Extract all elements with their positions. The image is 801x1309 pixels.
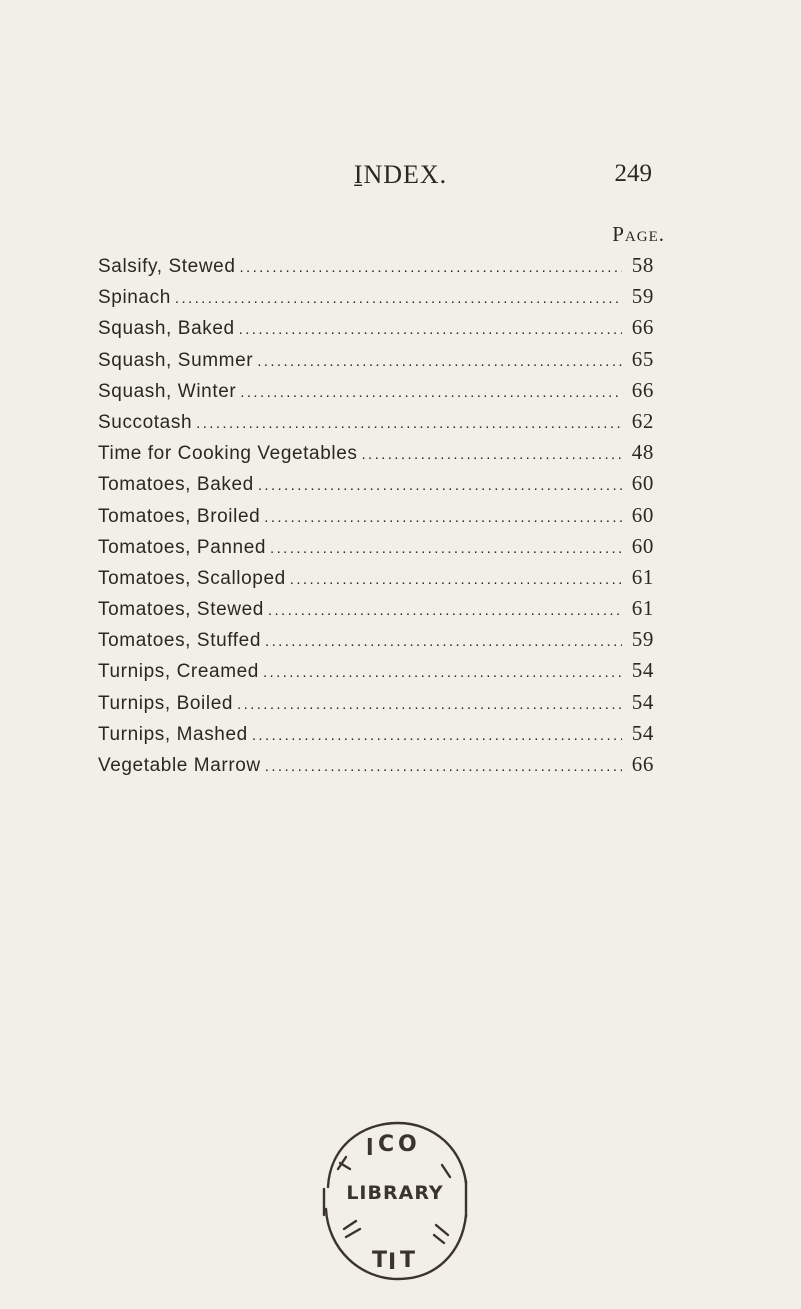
entry-page: 65 <box>631 346 654 371</box>
index-entry <box>98 409 654 440</box>
index-entry <box>98 284 654 315</box>
index-entry <box>98 690 654 721</box>
entry-label: Turnips, Creamed <box>98 661 259 683</box>
index-entry <box>98 721 654 752</box>
dot-leader <box>196 415 622 432</box>
entry-page: 66 <box>631 752 654 776</box>
entry-page: 62 <box>631 408 654 433</box>
dot-leader <box>239 259 622 276</box>
entry-label: Tomatoes, Panned <box>98 536 267 558</box>
dot-leader <box>258 477 622 494</box>
entry-label: Squash, Summer <box>98 349 254 371</box>
entry-label: Tomatoes, Stuffed <box>98 630 261 652</box>
entry-page: 59 <box>631 627 654 652</box>
index-entry <box>98 752 654 783</box>
entry-page: 54 <box>631 689 654 714</box>
index-entry <box>98 534 654 565</box>
entry-label: Spinach <box>98 287 171 309</box>
entry-label: Tomatoes, Stewed <box>98 599 264 621</box>
entry-label: Tomatoes, Scalloped <box>98 567 286 589</box>
entry-label: Tomatoes, Broiled <box>98 505 261 527</box>
index-entry <box>98 440 654 471</box>
svg-text:I: I <box>388 1250 397 1275</box>
entry-label: Turnips, Mashed <box>98 723 248 745</box>
index-entry <box>98 658 654 689</box>
entry-label: Squash, Baked <box>98 318 235 340</box>
entry-page: 61 <box>631 564 654 589</box>
entry-label: Salsify, Stewed <box>98 256 236 277</box>
index-entry <box>98 596 654 627</box>
entry-label: Vegetable Marrow <box>98 755 261 776</box>
svg-text:C: C <box>378 1132 395 1157</box>
index-entry <box>98 565 654 596</box>
running-header-title: I̱NDEX. <box>353 160 448 189</box>
index-entry <box>98 315 654 346</box>
entry-page: 54 <box>631 720 654 745</box>
dot-leader <box>257 353 622 370</box>
svg-text:T: T <box>400 1248 416 1273</box>
entry-label: Time for Cooking Vegetables <box>98 443 358 465</box>
dot-leader <box>175 290 622 307</box>
entry-page: 60 <box>631 502 654 527</box>
dot-leader <box>239 321 622 338</box>
entry-label: Tomatoes, Baked <box>98 474 254 496</box>
index-entry <box>98 471 654 502</box>
dot-leader <box>237 696 622 713</box>
svg-text:T: T <box>372 1248 388 1273</box>
dot-leader <box>270 540 622 557</box>
entry-page: 54 <box>631 658 654 683</box>
index-entry <box>98 503 654 534</box>
dot-leader <box>263 664 622 681</box>
entry-label: Squash, Winter <box>98 380 237 402</box>
entry-page: 60 <box>631 533 654 558</box>
entry-label: Turnips, Boiled <box>98 692 234 714</box>
entry-page: 61 <box>631 596 654 621</box>
dot-leader <box>268 602 622 619</box>
page-column-heading: Page. <box>612 222 665 246</box>
svg-text:O: O <box>398 1132 417 1157</box>
entry-page: 59 <box>631 284 654 309</box>
entry-page: 60 <box>631 471 654 496</box>
entry-page: 58 <box>631 253 654 277</box>
dot-leader <box>240 384 622 401</box>
dot-leader <box>264 509 622 526</box>
dot-leader <box>265 633 622 650</box>
stamp-text: LIBRARY <box>346 1182 444 1204</box>
dot-leader <box>265 758 622 775</box>
dot-leader <box>252 727 622 744</box>
svg-text:l: l <box>366 1136 374 1161</box>
index-entry <box>98 347 654 378</box>
index-entry <box>98 378 654 409</box>
index-entry <box>98 627 654 658</box>
entry-page: 48 <box>631 440 654 465</box>
index-entry <box>98 253 654 284</box>
index-list <box>98 253 654 783</box>
page-number: 249 <box>614 160 652 187</box>
dot-leader <box>290 571 622 588</box>
entry-label: Succotash <box>98 411 193 433</box>
entry-page: 66 <box>631 315 654 340</box>
dot-leader <box>361 446 622 463</box>
entry-page: 66 <box>631 377 654 402</box>
